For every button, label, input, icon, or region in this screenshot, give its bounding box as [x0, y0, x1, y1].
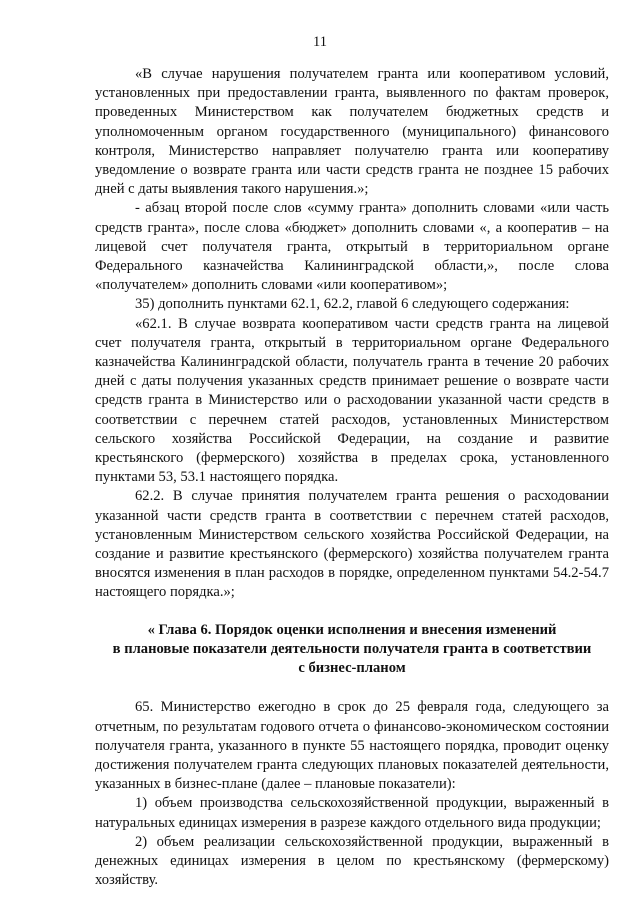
- paragraph: 2) объем реализации сельскохозяйственной продукции, выраженный в денежных единицах измерения в целом по крестьянскому (фермерскому) хозяйству.: [95, 833, 609, 889]
- spacer: [95, 603, 609, 621]
- page-number: 11: [313, 34, 327, 50]
- paragraph: - абзац второй после слов «сумму гранта» дополнить словами «или часть средств гранта», после слова «бюджет» дополнить словами «, а кооператив – на лицевой счет получателя гранта, открытый в территориальном органе Федерального казначейства Калининградской области,», после слова «получателем» дополнить словами «или кооперативом»;: [95, 200, 609, 294]
- paragraph: «62.1. В случае возврата кооперативом части средств гранта на лицевой счет получателя гранта, открытый в территориальном органе Федерального казначейства Калининградской области, получатель гранта в течение 20 рабочих дней с даты получения указанных средств принимает решение о возврате части средств гранта в Министерство или о расходовании указанной части средств в соответствии с перечнем статей расходов, установленных Министерством сельского хозяйства Российской Федерации, на создание и развитие крестьянского (фермерского) хозяйства в пределах срока, установленного пунктами 53, 53.1 настоящего порядка.: [95, 315, 609, 486]
- spacer: [95, 678, 609, 698]
- heading-line: в плановые показатели деятельности получателя гранта в соответствии: [112, 640, 592, 657]
- heading-line: с бизнес-планом: [298, 660, 406, 677]
- paragraph: «В случае нарушения получателем гранта или кооперативом условий, установленных при предоставлении гранта, выявленного по фактам проверок, проведенных Министерством как получателем бюджетных средств и уполномоченным органом государственного (муниципального) финансового контроля, Министерство направляет получателю гранта или кооперативу уведомление о возврате гранта или части средств гранта не позднее 15 рабочих дней с даты выявления такого нарушения.»;: [95, 66, 609, 198]
- paragraph: 1) объем производства сельскохозяйственной продукции, выраженный в натуральных единицах измерения в разрезе каждого отдельного вида продукции;: [95, 795, 609, 831]
- paragraph: 65. Министерство ежегодно в срок до 25 февраля года, следующего за отчетным, по результатам годового отчета о финансово-экономическом состоянии получателя гранта, указанного в пункте 55 настоящего порядка, проводит оценку достижения получателем гранта следующих плановых показателей деятельности, указанных в бизнес-плане (далее – плановые показатели):: [95, 699, 609, 793]
- paragraph: 62.2. В случае принятия получателем гранта решения о расходовании указанной части средств гранта в соответствии с перечнем статей расходов, установленным Министерством сельского хозяйства Российской Федерации, на создание и развитие крестьянского (фермерского) хозяйства получателем гранта вносятся изменения в план расходов в порядке, определенном пунктами 54.2-54.7 настоящего порядка.»;: [95, 488, 609, 601]
- heading-line: « Глава 6. Порядок оценки исполнения и внесения изменений: [147, 621, 557, 638]
- paragraph: 35) дополнить пунктами 62.1, 62.2, главой 6 следующего содержания:: [135, 296, 570, 313]
- document-body: [95, 65, 609, 890]
- chapter-heading: [95, 621, 609, 679]
